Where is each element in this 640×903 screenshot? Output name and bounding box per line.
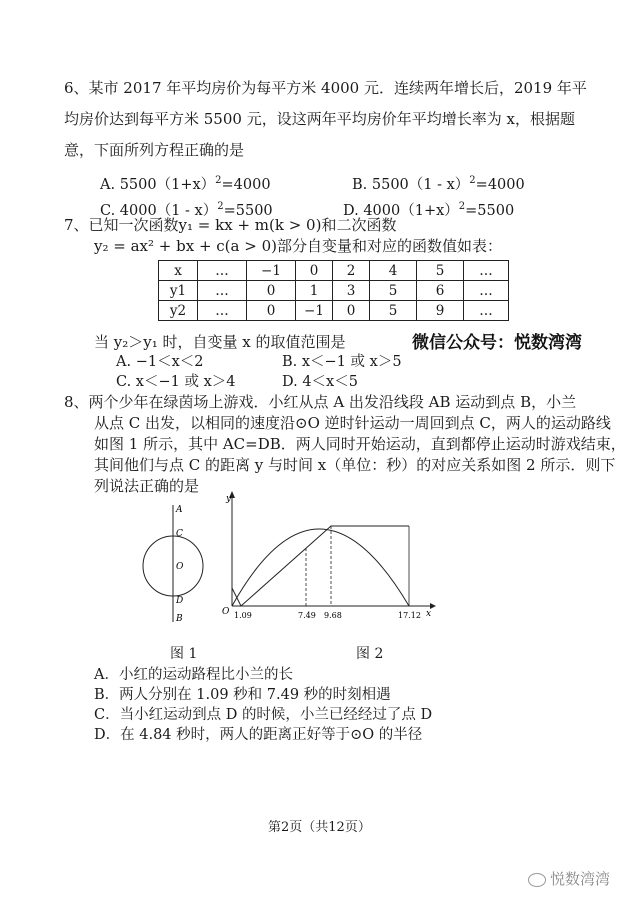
q8-option-c: C．当小红运动到点 D 的时候，小兰已经经过了点 D bbox=[94, 707, 433, 723]
table-cell: 5 bbox=[417, 261, 464, 281]
tick-label: 17.12 bbox=[398, 611, 421, 620]
q8-option-d: D．在 4.84 秒时，两人的距离正好等于⊙O 的半径 bbox=[94, 727, 423, 743]
q6-line2: 均房价达到每平方米 5500 元，设这两年平均房价年平均增长率为 x，根据题 bbox=[64, 110, 575, 128]
q8-line2: 从点 C 出发，以相同的速度沿⊙O 逆时针运动一周回到点 C，两人的运动路线 bbox=[94, 414, 611, 432]
table-row bbox=[159, 281, 509, 301]
q7-option-c: C. x＜−1 或 x＞4 bbox=[116, 374, 236, 390]
figure-1-caption: 图 1 bbox=[170, 646, 198, 662]
q6-line3: 意，下面所列方程正确的是 bbox=[64, 141, 245, 159]
table-cell: … bbox=[198, 261, 247, 281]
table-cell: … bbox=[464, 281, 509, 301]
table-cell: 3 bbox=[333, 281, 370, 301]
table-cell: 9 bbox=[417, 301, 464, 321]
page-footer: 第2页（共12页） bbox=[268, 820, 371, 835]
figure-2-graph bbox=[212, 488, 442, 633]
q8-option-a: A．小红的运动路程比小兰的长 bbox=[94, 667, 293, 683]
q7-option-a: A. −1＜x＜2 bbox=[116, 354, 204, 370]
tick-label: 7.49 bbox=[298, 611, 316, 620]
table-cell: 1 bbox=[296, 281, 333, 301]
brand-watermark: 悦数湾湾 bbox=[528, 868, 610, 889]
table-cell: y2 bbox=[159, 301, 198, 321]
xiaolan-curve bbox=[232, 529, 409, 606]
tick-label: 9.68 bbox=[324, 611, 342, 620]
table-row bbox=[159, 261, 509, 281]
q7-value-table bbox=[158, 260, 509, 321]
q7-option-b: B. x＜−1 或 x＞5 bbox=[282, 354, 402, 370]
point-d-label: D bbox=[176, 596, 184, 606]
table-cell: 4 bbox=[370, 261, 417, 281]
q6-option-a: A. $5500(1+x)^2=4000$ bbox=[100, 175, 271, 193]
wechat-watermark: 微信公众号：悦数湾湾 bbox=[412, 333, 582, 353]
table-cell: 0 bbox=[247, 301, 296, 321]
q6-line1: 6、某市 2017 年平均房价为每平方米 4000 元．连续两年增长后，2019 年平 bbox=[64, 79, 587, 97]
table-cell: −1 bbox=[247, 261, 296, 281]
point-c-label: C bbox=[176, 529, 183, 539]
q8-line1: 8、两个少年在绿茵场上游戏．小红从点 A 出发沿线段 AB 运动到点 B，小兰 bbox=[64, 393, 577, 411]
q7-line2: y₂ = ax² + bx + c(a > 0)部分自变量和对应的函数值如表： bbox=[94, 237, 502, 255]
table-cell: 0 bbox=[333, 301, 370, 321]
point-o-label: O bbox=[176, 562, 184, 572]
table-cell: … bbox=[198, 281, 247, 301]
table-cell: 2 bbox=[333, 261, 370, 281]
q8-line5: 列说法正确的是 bbox=[94, 477, 200, 495]
q8-line3: 如图 1 所示，其中 AC=DB．两人同时开始运动，直到都停止运动时游戏结束， bbox=[94, 435, 626, 453]
table-cell: y1 bbox=[159, 281, 198, 301]
table-cell: 5 bbox=[370, 301, 417, 321]
point-b-label: B bbox=[176, 614, 183, 624]
wechat-icon bbox=[528, 873, 546, 887]
q6-option-c: C. 4000（1 - x）$^2$=5500 bbox=[100, 201, 273, 219]
point-a-label: A bbox=[176, 505, 183, 515]
q7-line3: 当 y₂＞y₁ 时，自变量 x 的取值范围是 bbox=[94, 333, 346, 351]
q6-option-b: B. 5500（1 - x）$^2$=4000 bbox=[352, 175, 525, 193]
table-cell: … bbox=[464, 261, 509, 281]
tick-label: 1.09 bbox=[234, 611, 252, 620]
q8-option-b: B．两人分别在 1.09 秒和 7.49 秒的时刻相遇 bbox=[94, 687, 391, 703]
table-cell: −1 bbox=[296, 301, 333, 321]
table-row bbox=[159, 301, 509, 321]
y-axis-label: y bbox=[226, 494, 232, 504]
table-cell: x bbox=[159, 261, 198, 281]
q7-option-d: D. 4＜x＜5 bbox=[282, 374, 358, 390]
figure-1-diagram bbox=[130, 500, 210, 630]
table-cell: 0 bbox=[247, 281, 296, 301]
x-axis-label: x bbox=[426, 609, 432, 619]
table-cell: … bbox=[198, 301, 247, 321]
q8-line4: 其间他们与点 C 的距离 y 与时间 x（单位：秒）的对应关系如图 2 所示．则下 bbox=[94, 456, 616, 474]
table-cell: 0 bbox=[296, 261, 333, 281]
figure-2-caption: 图 2 bbox=[356, 646, 384, 662]
q6-option-d: D. $4000(1+x)^2=5500$ bbox=[343, 201, 515, 219]
q7-line1: 7、已知一次函数y₁ = kx + m(k > 0)和二次函数 bbox=[64, 216, 397, 234]
table-cell: 5 bbox=[370, 281, 417, 301]
table-cell: 6 bbox=[417, 281, 464, 301]
table-cell: … bbox=[464, 301, 509, 321]
origin-label: O bbox=[222, 607, 230, 617]
